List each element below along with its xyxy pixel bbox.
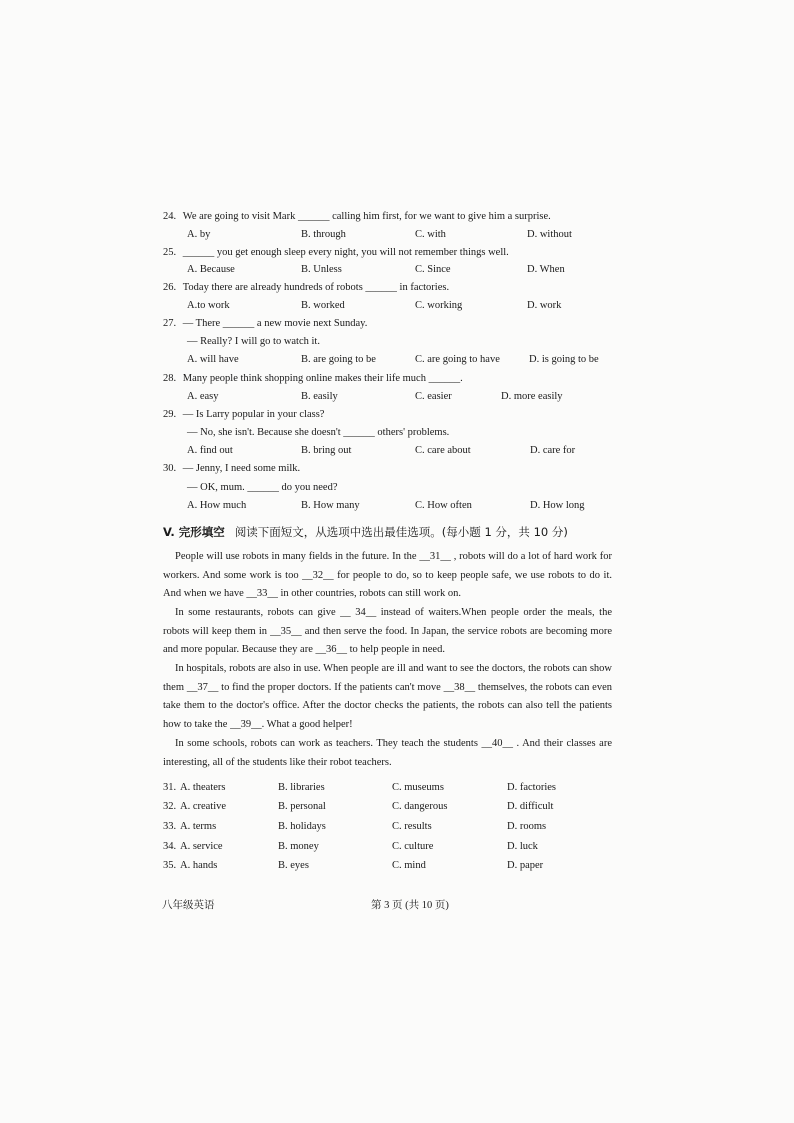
option-a: A. hands xyxy=(180,860,218,871)
option-c: C. Since xyxy=(415,264,451,275)
paragraph-text: In some restaurants, robots can give __ 34__ instead of waiters.When people order the meals, the robots will keep them in __35__ and then serve the food. In Japan, the service robots are becoming more and more popular. Because they are __36__ to help people in need. xyxy=(163,607,612,656)
passage-paragraph-3 xyxy=(163,660,612,734)
question-stem: — There ______ a new movie next Sunday. xyxy=(182,318,368,329)
question-24 xyxy=(163,210,551,224)
question-26 xyxy=(163,281,449,295)
question-27 xyxy=(163,317,367,331)
question-number: 34. xyxy=(163,841,177,852)
option-c: C. mind xyxy=(392,860,426,871)
question-27-line2: — Really? I will go to watch it. xyxy=(187,336,320,347)
option-a: A. find out xyxy=(187,445,233,456)
option-b: B. libraries xyxy=(278,782,325,793)
option-a: A. will have xyxy=(187,354,239,365)
option-a: A. Because xyxy=(187,264,235,275)
option-d: D. factories xyxy=(507,782,556,793)
option-a: A. by xyxy=(187,229,211,240)
option-d: D. work xyxy=(527,300,562,311)
option-c: C. museums xyxy=(392,782,444,793)
passage-paragraph-2 xyxy=(163,604,612,660)
question-number: 27. xyxy=(163,318,177,329)
question-number: 31. xyxy=(163,782,177,793)
question-29-line2: — No, she isn't. Because she doesn't ______ others' problems. xyxy=(187,427,450,438)
option-b: B. worked xyxy=(301,300,345,311)
option-c: C. easier xyxy=(415,391,452,402)
option-c: C. care about xyxy=(415,445,471,456)
question-29 xyxy=(163,408,324,422)
question-number: 26. xyxy=(163,282,177,293)
option-c: C. results xyxy=(392,821,432,832)
option-a: A. theaters xyxy=(180,782,226,793)
option-b: B. holidays xyxy=(278,821,326,832)
option-d: D. more easily xyxy=(501,391,563,402)
paragraph-text: In hospitals, robots are also in use. When people are ill and want to see the doctors, the robots can show them __37__ to find the proper doctors. If the patients can't move __38__ themselves, the robots can even take them to the doctor's office. After the doctor checks the patients, the robots can also tell the patients how to take the __39__. What a good helper! xyxy=(163,663,612,730)
question-stem: — Is Larry popular in your class? xyxy=(182,409,325,420)
option-b: B. eyes xyxy=(278,860,309,871)
question-28 xyxy=(163,372,463,386)
passage-paragraph-4 xyxy=(163,735,612,772)
option-a: A. How much xyxy=(187,500,247,511)
section-heading xyxy=(163,524,568,540)
question-number: 24. xyxy=(163,211,177,222)
question-stem: We are going to visit Mark ______ calling him first, for we want to give him a surprise. xyxy=(182,211,551,222)
option-c: C. culture xyxy=(392,841,434,852)
option-b: B. Unless xyxy=(301,264,342,275)
paragraph-text: In some schools, robots can work as teachers. They teach the students __40__ . And their classes are interesting, all of the students like their robot teachers. xyxy=(163,738,612,768)
question-number: 35. xyxy=(163,860,177,871)
option-a: A. creative xyxy=(180,801,227,812)
option-a: A. terms xyxy=(180,821,217,832)
option-d: D. When xyxy=(527,264,565,275)
option-d: D. is going to be xyxy=(529,354,599,365)
question-number: 29. xyxy=(163,409,177,420)
option-c: C. with xyxy=(415,229,446,240)
option-b: B. through xyxy=(301,229,346,240)
question-number: 25. xyxy=(163,247,177,258)
question-stem: ______ you get enough sleep every night, you will not remember things well. xyxy=(182,247,509,258)
option-c: C. dangerous xyxy=(392,801,448,812)
option-b: B. bring out xyxy=(301,445,352,456)
option-b: B. easily xyxy=(301,391,338,402)
question-number: 28. xyxy=(163,373,177,384)
question-25 xyxy=(163,246,509,260)
option-a: A.to work xyxy=(187,300,230,311)
question-stem: — Jenny, I need some milk. xyxy=(182,463,301,474)
option-b: B. are going to be xyxy=(301,354,376,365)
option-d: D. care for xyxy=(530,445,576,456)
question-stem: Today there are already hundreds of robots ______ in factories. xyxy=(182,282,450,293)
question-30 xyxy=(163,462,300,476)
option-d: D. paper xyxy=(507,860,544,871)
option-d: D. without xyxy=(527,229,572,240)
section-instruction: 阅读下面短文，从选项中选出最佳选项。(每小题 1 分，共 10 分) xyxy=(234,525,568,539)
question-30-line2: — OK, mum. ______ do you need? xyxy=(187,482,338,493)
option-b: B. personal xyxy=(278,801,326,812)
option-a: A. service xyxy=(180,841,223,852)
option-c: C. working xyxy=(415,300,463,311)
question-number: 32. xyxy=(163,801,177,812)
option-b: B. money xyxy=(278,841,319,852)
option-c: C. are going to have xyxy=(415,354,500,365)
footer-subject: 八年级英语 xyxy=(162,900,215,911)
option-d: D. luck xyxy=(507,841,538,852)
passage-paragraph-1 xyxy=(163,548,612,604)
option-d: D. How long xyxy=(530,500,585,511)
option-d: D. difficult xyxy=(507,801,554,812)
option-a: A. easy xyxy=(187,391,219,402)
option-d: D. rooms xyxy=(507,821,547,832)
question-number: 33. xyxy=(163,821,177,832)
section-title: V. 完形填空 xyxy=(163,525,225,539)
paragraph-text: People will use robots in many fields in the future. In the __31__ , robots will do a lot of hard work for workers. And some work is too __32__ for people to do, so to keep people safe, we use robots to do it. And when we have __33__ in other countries, robots can still work on. xyxy=(163,551,612,600)
option-b: B. How many xyxy=(301,500,360,511)
question-number: 30. xyxy=(163,463,177,474)
option-c: C. How often xyxy=(415,500,472,511)
question-stem: Many people think shopping online makes their life much ______. xyxy=(182,373,463,384)
footer-page-number: 第 3 页 (共 10 页) xyxy=(371,900,449,911)
